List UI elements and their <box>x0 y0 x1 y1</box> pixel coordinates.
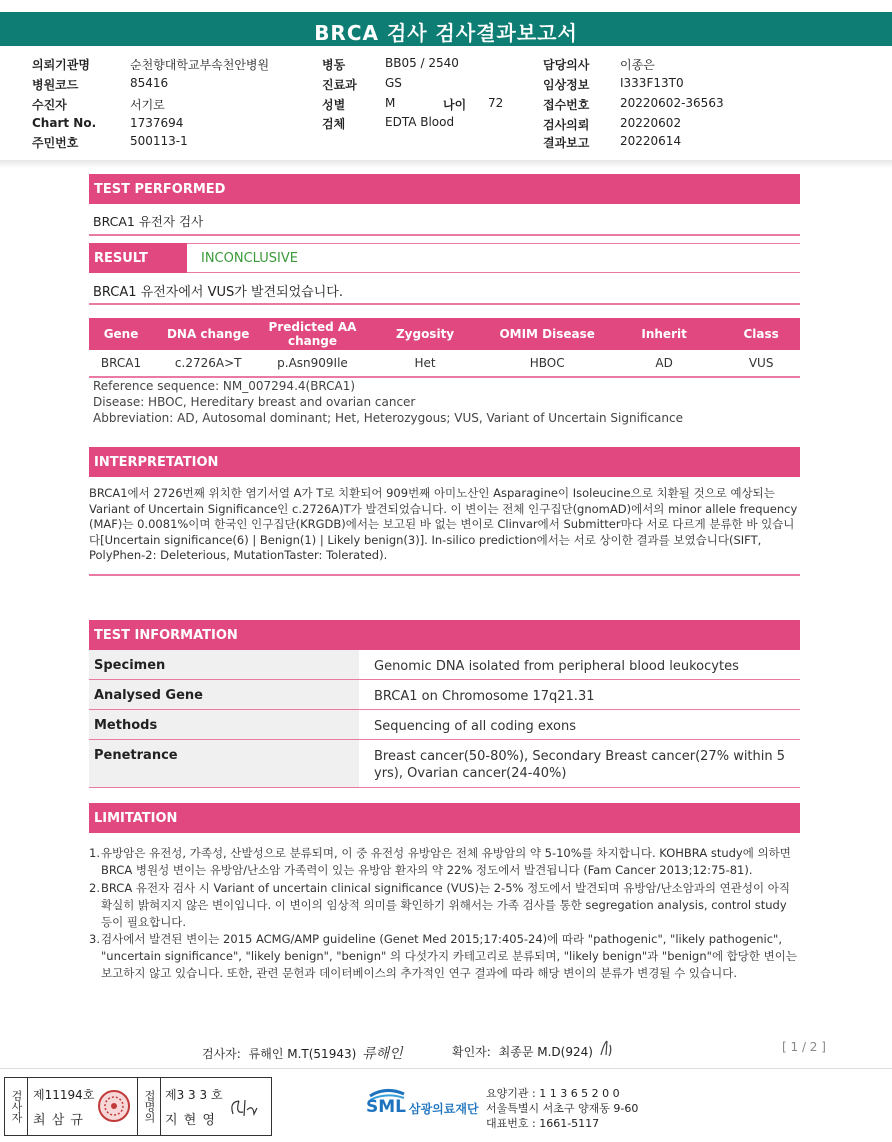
sml-logo-text: SML <box>366 1097 406 1117</box>
referral-institution-value: 순천향대학교부속천안병원 <box>130 58 270 72</box>
examiner-signature: 류해인 <box>362 1046 403 1062</box>
sex-label: 성별 <box>322 98 346 112</box>
info-key: Analysed Gene <box>94 688 203 703</box>
limitation-item: 3. 검사에서 발견된 변이는 2015 ACMG/AMP guideline (Genet Med 2015;17:405-24)에 따라 "pathogenic", "likely pathogenic", "uncertain significance", "likely benign", "benign" 의 다섯가지 카테고리로 분류되며, "likely benign"과 "benign"에 합당한 변이는 보고하지 않고 있습니다. 또한, 관련 문헌과 데이터베이스의 추가적인 연구 결과에 따라 해당 변이의 분류가 변경될 수 있습니다. <box>89 932 798 980</box>
org-info-line: 서울특별시 서초구 양재동 9-60 <box>486 1102 639 1115</box>
department-value: GS <box>385 76 402 90</box>
org-info-line: 대표번호 : 1661-5117 <box>486 1117 600 1130</box>
org-info-line: 요양기관 : 1 1 3 6 5 2 0 0 <box>486 1087 620 1100</box>
column-header: Predicted AA change <box>263 318 361 350</box>
info-row-methods <box>89 710 800 740</box>
test-performed-value: BRCA1 유전자 검사 <box>93 214 204 229</box>
table-cell: BRCA1 <box>100 356 142 370</box>
divider <box>89 574 800 576</box>
result-value-cell <box>187 243 800 273</box>
column-header: DNA change <box>153 318 263 350</box>
examiner-name: 류해인 M.T(51943) <box>248 1047 357 1061</box>
result-heading: RESULT <box>89 243 187 273</box>
result-value: INCONCLUSIVE <box>201 251 298 266</box>
column-header: Inherit <box>606 318 722 350</box>
interpretation-heading: INTERPRETATION <box>89 447 800 477</box>
specimen-value: EDTA Blood <box>385 115 455 129</box>
physician-label: 담당의사 <box>543 58 590 72</box>
info-row-specimen <box>89 650 800 680</box>
hospital-code-value: 85416 <box>130 76 169 90</box>
test-information-heading: TEST INFORMATION <box>89 620 800 650</box>
footer-divider <box>0 1068 892 1069</box>
license-no-2: 제3 3 3 호 <box>165 1088 223 1102</box>
page-indicator: [ 1 / 2 ] <box>782 1040 826 1054</box>
age-label: 나이 <box>443 98 467 112</box>
variant-table-header <box>89 318 800 350</box>
limitation-item: 1. 유방암은 유전성, 가족성, 산발성으로 분류되며, 이 중 유전성 유방암은 전체 유방암의 약 5-10%를 차지합니다. KOHBRA study에 의하면 BRCA 병원성 변이는 유방암/난소암 가족력이 있는 유방암 환자의 약 22% 정도에서 발견됩니다 (Fam Cancer 2013;12:75-81). <box>89 846 791 877</box>
table-row <box>89 350 800 377</box>
info-value: Genomic DNA isolated from peripheral blood leukocytes <box>374 659 739 674</box>
stamp-label-2: 접명의 <box>137 1078 161 1135</box>
specimen-label: 검체 <box>322 117 346 131</box>
info-value: Sequencing of all coding exons <box>374 719 576 734</box>
resident-no-value: 500113-1 <box>130 134 188 148</box>
info-row-analysed-gene <box>89 680 800 710</box>
confirmer-name: 최종문 M.D(924) <box>498 1045 593 1059</box>
reference-note: Reference sequence: NM_007294.4(BRCA1) <box>93 379 356 393</box>
test-performed-heading: TEST PERFORMED <box>89 174 800 204</box>
confirmer-signature <box>596 1037 618 1059</box>
resident-no-label: 주민번호 <box>32 136 79 150</box>
examiner-label: 검사자: <box>202 1047 241 1061</box>
column-header: Class <box>722 318 800 350</box>
table-cell: HBOC <box>529 356 565 370</box>
patient-name-label: 수진자 <box>32 98 67 112</box>
receipt-no-label: 접수번호 <box>543 98 590 112</box>
result-summary: BRCA1 유전자에서 VUS가 발견되었습니다. <box>93 285 343 300</box>
interpretation-text: BRCA1에서 2726번째 위치한 염기서열 A가 T로 치환되어 909번째 아미노산인 Asparagine이 Isoleucine으로 치환될 것으로 예상되는 Variant of Uncertain Significance인 c.2726A)T가 발견되었습니다. 이 변이는 전체 인구집단(gnomAD)에서의 minor allele frequency (MAF)는 0.0081%이며 한국인 인구집단(KRGDB)에서는 보고된 바 없는 변이로 Clinvar에서 Submitter마다 서로 다르게 분류한 바 있습니다[Uncertain significance(6) | Benign(1) | Likely benign(3)]. In-silico prediction에서는 서로 상이한 결과를 보였습니다(SIFT, PolyPhen-2: Deleterious, MutationTaster: Tolerated). <box>89 486 798 562</box>
clinical-info-value: I333F13T0 <box>620 76 684 90</box>
referral-institution-label: 의뢰기관명 <box>32 58 90 72</box>
clinical-info-label: 임상정보 <box>543 78 590 92</box>
chart-no-value: 1737694 <box>130 116 184 130</box>
report-title: BRCA 검사 검사결과보고서 <box>314 21 578 45</box>
age-value: 72 <box>488 96 504 110</box>
column-header: Zygosity <box>362 318 489 350</box>
abbreviation-note: Abbreviation: AD, Autosomal dominant; Het, Heterozygous; VUS, Variant of Uncertain Significance <box>93 411 683 425</box>
table-cell: VUS <box>748 356 774 370</box>
confirmer-signature-line <box>452 1043 593 1060</box>
sex-value: M <box>385 96 396 110</box>
info-value: BRCA1 on Chromosome 17q21.31 <box>374 689 595 704</box>
column-header: Gene <box>89 318 153 350</box>
seal-icon <box>97 1089 131 1123</box>
licensee-name-1: 최 삼 규 <box>33 1113 84 1128</box>
hospital-code-label: 병원코드 <box>32 78 79 92</box>
table-cell: AD <box>655 356 673 370</box>
divider <box>89 234 800 236</box>
licensee-name-2: 지 현 영 <box>165 1113 216 1128</box>
column-header: OMIM Disease <box>488 318 606 350</box>
variant-table <box>89 318 800 378</box>
info-key: Penetrance <box>94 748 178 763</box>
license-no-1: 제11194호 <box>33 1088 95 1102</box>
department-label: 진료과 <box>322 78 357 92</box>
organization-info <box>486 1086 638 1131</box>
ward-label: 병동 <box>322 58 346 72</box>
divider <box>89 303 800 305</box>
physician-value: 이종은 <box>620 58 655 72</box>
ward-value: BB05 / 2540 <box>385 56 459 70</box>
request-date-label: 검사의뢰 <box>543 118 590 132</box>
license-stamp-box <box>4 1077 272 1136</box>
report-date-label: 결과보고 <box>543 136 590 150</box>
info-key: Methods <box>94 718 158 733</box>
examiner-signature-line <box>202 1043 403 1063</box>
limitation-heading: LIMITATION <box>89 803 800 833</box>
report-date-value: 20220614 <box>620 134 682 148</box>
patient-info-header <box>0 0 892 160</box>
limitation-item: 2. BRCA 유전자 검사 시 Variant of uncertain clinical significance (VUS)는 2-5% 정도에서 발견되며 유방암/난소암과의 연관성이 아직 확실히 밝혀지지 않은 변이입니다. 이 변이의 임상적 의미를 확인하기 위해서는 가족 검사를 통한 segregation analysis, control study 등이 필요합니다. <box>89 881 790 929</box>
receipt-no-value: 20220602-36563 <box>620 96 724 110</box>
confirmer-label: 확인자: <box>452 1045 491 1059</box>
info-row-penetrance <box>89 740 800 788</box>
table-cell: Het <box>414 356 436 370</box>
organization-name: 삼광의료재단 <box>409 1102 479 1116</box>
table-cell: c.2726A>T <box>174 356 242 370</box>
chart-no-label: Chart No. <box>32 116 97 130</box>
info-value: Breast cancer(50-80%), Secondary Breast cancer(27% within 5 yrs), Ovarian cancer(24-40%) <box>374 749 786 781</box>
request-date-value: 20220602 <box>620 116 682 130</box>
table-cell: p.Asn909Ile <box>277 356 348 370</box>
signature-icon <box>227 1096 263 1120</box>
info-key: Specimen <box>94 658 166 673</box>
stamp-label-1: 검사자 <box>5 1078 28 1135</box>
disease-note: Disease: HBOC, Hereditary breast and ovarian cancer <box>93 395 416 409</box>
header-divider <box>0 160 892 168</box>
patient-name-value: 서기로 <box>130 98 165 112</box>
